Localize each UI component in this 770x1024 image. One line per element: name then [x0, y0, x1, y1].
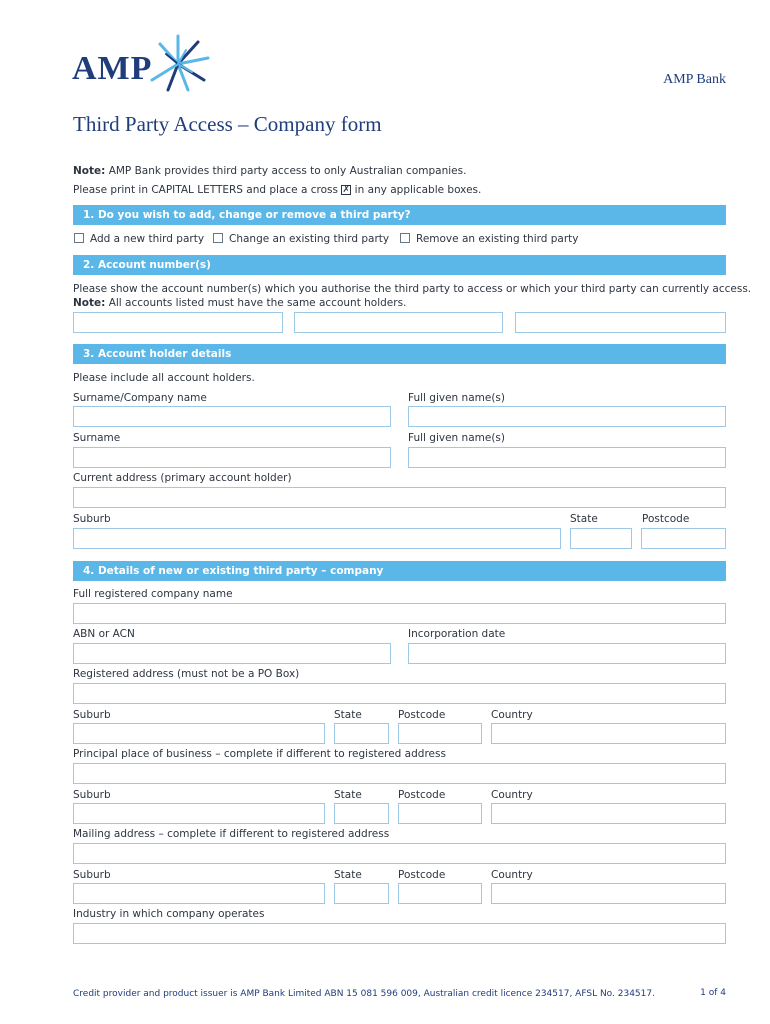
surname-input[interactable] [73, 447, 391, 468]
pp-state-input[interactable] [334, 803, 389, 824]
account-number-2-input[interactable] [294, 312, 503, 333]
given-names-2-input[interactable] [408, 447, 726, 468]
incorporation-date-label: Incorporation date [408, 628, 506, 640]
print-instruction-end: in any applicable boxes. [354, 184, 482, 196]
example-cross-box: ✗ [342, 185, 351, 195]
surname-company-input[interactable] [73, 406, 391, 427]
company-name-input[interactable] [73, 603, 726, 624]
reg-state-input[interactable] [334, 723, 389, 744]
account-holders-instruction: Please include all account holders. [73, 372, 255, 384]
current-address-input[interactable] [73, 487, 726, 508]
note-text: All accounts listed must have the same account holders. [108, 297, 407, 309]
mailing-address-label: Mailing address – complete if different to registered address [73, 828, 390, 840]
pp-country-input[interactable] [491, 803, 726, 824]
intro-print-instruction [73, 184, 481, 196]
mail-suburb-input[interactable] [73, 883, 325, 904]
holder-postcode-label: Postcode [642, 513, 690, 525]
abn-acn-input[interactable] [73, 643, 391, 664]
surname-company-label: Surname/Company name [73, 392, 207, 404]
current-address-label: Current address (primary account holder) [73, 472, 292, 484]
reg-suburb-label: Suburb [73, 709, 111, 721]
reg-postcode-label: Postcode [398, 709, 446, 721]
page-number: 1 of 4 [700, 988, 726, 998]
industry-label: Industry in which company operates [73, 908, 265, 920]
section-4-header: 4. Details of new or existing third party – company [73, 561, 726, 581]
reg-country-input[interactable] [491, 723, 726, 744]
remove-third-party-label: Remove an existing third party [416, 233, 579, 245]
note-label: Note: [73, 165, 106, 177]
surname-label: Surname [73, 432, 121, 444]
company-name-label: Full registered company name [73, 588, 233, 600]
add-third-party-checkbox[interactable] [74, 233, 84, 243]
section-3-header: 3. Account holder details [73, 344, 726, 364]
account-numbers-instruction: Please show the account number(s) which you authorise the third party to access or which your third party can currently access. [73, 283, 752, 295]
mail-postcode-input[interactable] [398, 883, 482, 904]
mail-suburb-label: Suburb [73, 869, 111, 881]
amp-logo-text: AMP [72, 50, 153, 87]
note-text: AMP Bank provides third party access to only Australian companies. [108, 165, 467, 177]
pp-country-label: Country [491, 789, 533, 801]
pp-postcode-input[interactable] [398, 803, 482, 824]
note-label: Note: [73, 297, 106, 309]
section-1-header: 1. Do you wish to add, change or remove a third party? [73, 205, 726, 225]
given-names-1-input[interactable] [408, 406, 726, 427]
holder-state-input[interactable] [570, 528, 632, 549]
pp-suburb-input[interactable] [73, 803, 325, 824]
industry-input[interactable] [73, 923, 726, 944]
account-number-1-input[interactable] [73, 312, 283, 333]
mailing-address-input[interactable] [73, 843, 726, 864]
amp-starburst-logo-icon [146, 32, 216, 94]
mail-postcode-label: Postcode [398, 869, 446, 881]
intro-note [73, 165, 466, 177]
mail-state-label: State [334, 869, 362, 881]
reg-state-label: State [334, 709, 362, 721]
account-number-3-input[interactable] [515, 312, 726, 333]
principal-place-input[interactable] [73, 763, 726, 784]
mail-state-input[interactable] [334, 883, 389, 904]
incorporation-date-input[interactable] [408, 643, 726, 664]
footer-disclaimer: Credit provider and product issuer is AMP Bank Limited ABN 15 081 596 009, Australian credit licence 234517, AFSL No. 234517. [73, 989, 655, 999]
account-numbers-note [73, 297, 406, 309]
pp-suburb-label: Suburb [73, 789, 111, 801]
add-third-party-label: Add a new third party [90, 233, 205, 245]
change-third-party-label: Change an existing third party [229, 233, 390, 245]
holder-state-label: State [570, 513, 598, 525]
page-title: Third Party Access – Company form [73, 112, 382, 136]
holder-suburb-label: Suburb [73, 513, 111, 525]
remove-third-party-checkbox[interactable] [400, 233, 410, 243]
holder-postcode-input[interactable] [641, 528, 726, 549]
reg-country-label: Country [491, 709, 533, 721]
pp-state-label: State [334, 789, 362, 801]
change-third-party-checkbox[interactable] [213, 233, 223, 243]
mail-country-label: Country [491, 869, 533, 881]
given-names-1-label: Full given name(s) [408, 392, 505, 404]
registered-address-input[interactable] [73, 683, 726, 704]
reg-suburb-input[interactable] [73, 723, 325, 744]
brand-name: AMP Bank [663, 72, 726, 87]
holder-suburb-input[interactable] [73, 528, 561, 549]
given-names-2-label: Full given name(s) [408, 432, 505, 444]
section-2-header: 2. Account number(s) [73, 255, 726, 275]
principal-place-label: Principal place of business – complete if different to registered address [73, 748, 446, 760]
mail-country-input[interactable] [491, 883, 726, 904]
abn-acn-label: ABN or ACN [73, 628, 135, 640]
registered-address-label: Registered address (must not be a PO Box) [73, 668, 300, 680]
reg-postcode-input[interactable] [398, 723, 482, 744]
pp-postcode-label: Postcode [398, 789, 446, 801]
print-instruction-start: Please print in CAPITAL LETTERS and place a cross [73, 184, 338, 196]
